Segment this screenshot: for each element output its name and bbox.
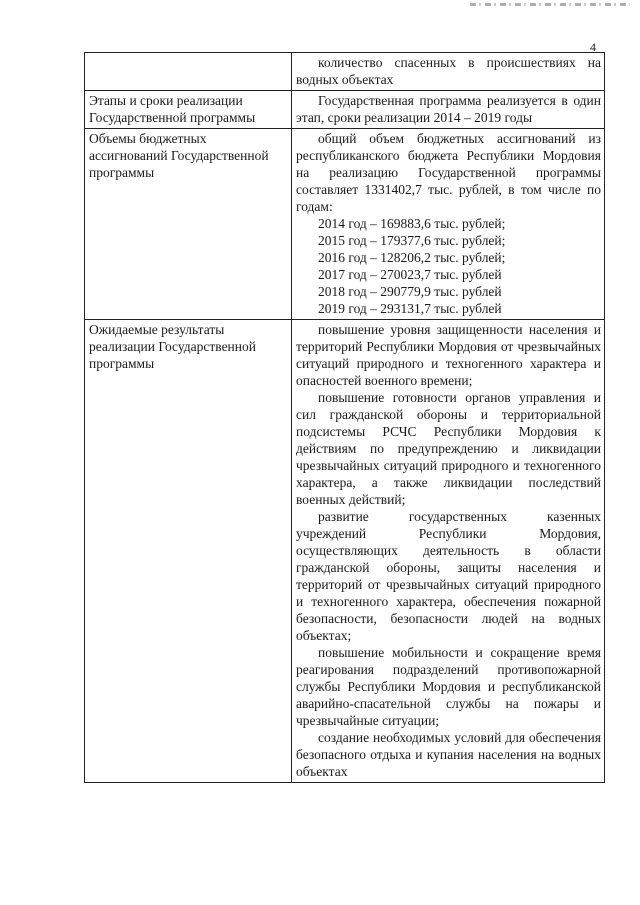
row-value-budget [292, 129, 605, 320]
budget-intro: общий объем бюджетных ассигнований из республиканского бюджета Республики Мордовия на реализацию Государственной программы составляет 1331402,7 тыс. рублей, в том числе по годам: [296, 131, 601, 214]
table-row-budget [85, 129, 605, 320]
result-item: повышение уровня защищенности населения и территорий Республики Мордовия от чрезвычайных ситуаций природного и техногенного характера и опасностей военного времени; [296, 322, 601, 388]
budget-year-2014: 2014 год – 169883,6 тыс. рублей; [318, 216, 506, 231]
table-row-stages [85, 91, 605, 129]
result-item: повышение мобильности и сокращение время реагирования подразделений противопожарной службы Республики Мордовия и республиканской аварийно-спасательной службы на пожары и чрезвычайные ситуации; [296, 645, 601, 728]
row-value-results [292, 320, 605, 783]
table-row-rescued [85, 53, 605, 91]
scan-artifact [470, 3, 630, 6]
budget-year-2018: 2018 год – 290779,9 тыс. рублей [318, 284, 502, 299]
budget-year-2017: 2017 год – 270023,7 тыс. рублей [318, 267, 502, 282]
result-item: создание необходимых условий для обеспечения безопасного отдыха и купания населения на водных объектах [296, 730, 601, 779]
row-label-budget: Объемы бюджетных ассигнований Государственной программы [85, 129, 292, 320]
budget-year-2015: 2015 год – 179377,6 тыс. рублей; [318, 233, 506, 248]
row-value-stages: Государственная программа реализуется в один этап, сроки реализации 2014 – 2019 годы [292, 91, 605, 129]
row-label-results: Ожидаемые результаты реализации Государственной программы [85, 320, 292, 783]
result-item: развитие государственных казенных учреждений Республики Мордовия, осуществляющих деятельность в области гражданской обороны, защиты населения и территорий от чрезвычайных ситуаций природного и техногенного характера, обеспечения пожарной безопасности, безопасности людей на водных объектах; [296, 509, 601, 643]
row-label [85, 53, 292, 91]
row-value-rescued: количество спасенных в происшествиях на водных объектах [292, 53, 605, 91]
budget-year-2019: 2019 год – 293131,7 тыс. рублей [318, 301, 502, 316]
program-passport-table [84, 52, 605, 783]
page-number: 4 [590, 40, 596, 54]
result-item: повышение готовности органов управления и сил гражданской обороны и территориальной подсистемы РСЧС Республики Мордовия к действиям по предупреждению и ликвидации чрезвычайных ситуаций природного и техногенного характера, а также ликвидации последствий военных действий; [296, 390, 601, 507]
row-label-stages: Этапы и сроки реализации Государственной программы [85, 91, 292, 129]
budget-year-2016: 2016 год – 128206,2 тыс. рублей; [318, 250, 506, 265]
table-row-results [85, 320, 605, 783]
